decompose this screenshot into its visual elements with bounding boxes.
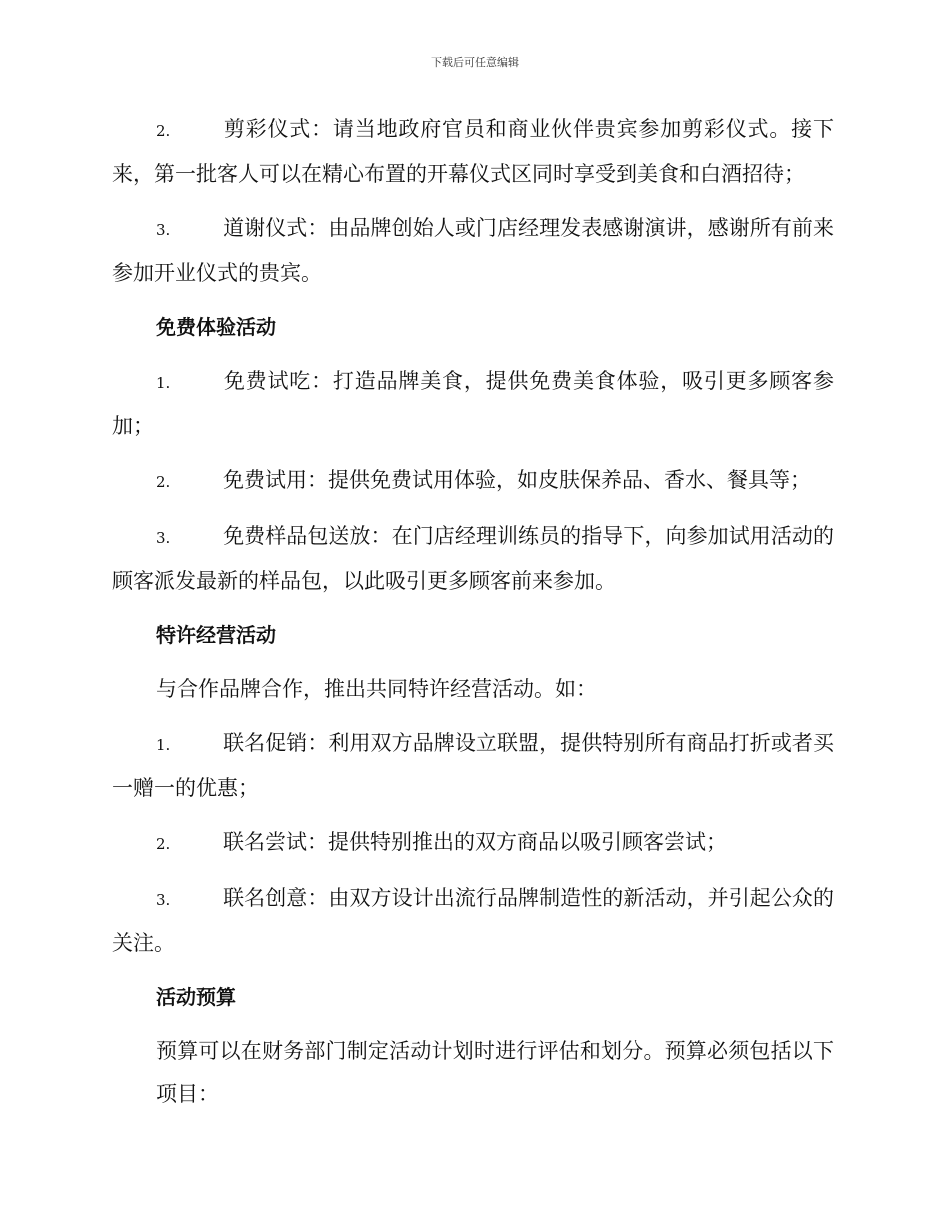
list-number: 1. [156, 736, 171, 754]
list-item [112, 360, 834, 448]
list-item-text: 联名创意：由双方设计出流行品牌制造性的新活动，并引起公众的关注。 [112, 886, 834, 955]
list-number: 2. [156, 473, 171, 491]
list-item-text: 免费样品包送放：在门店经理训练员的指导下，向参加试用活动的顾客派发最新的样品包，以此吸引更多顾客前来参加。 [112, 524, 834, 593]
list-item [112, 108, 834, 196]
list-item-text: 道谢仪式：由品牌创始人或门店经理发表感谢演讲，感谢所有前来参加开业仪式的贵宾。 [112, 216, 834, 285]
page-header: 下载后可任意编辑 [431, 56, 519, 69]
list-number: 3. [156, 529, 171, 547]
document-body [112, 108, 834, 1127]
list-item [112, 459, 834, 504]
paragraph: 预算可以在财务部门制定活动计划时进行评估和划分。预算必须包括以下项目： [156, 1039, 834, 1106]
list-item-text: 联名促销：利用双方品牌设立联盟，提供特别所有商品打折或者买一赠一的优惠； [112, 731, 834, 800]
list-number: 3. [156, 221, 171, 239]
list-item [112, 877, 834, 965]
list-number: 2. [156, 122, 171, 140]
list-number: 2. [156, 835, 171, 853]
list-item [112, 515, 834, 603]
section-heading: 免费体验活动 [156, 315, 276, 339]
list-item-text: 联名尝试：提供特别推出的双方商品以吸引顾客尝试； [223, 830, 727, 854]
list-item-text: 免费试用：提供免费试用体验，如皮肤保养品、香水、餐具等； [223, 468, 811, 492]
list-item-text: 剪彩仪式：请当地政府官员和商业伙伴贵宾参加剪彩仪式。接下来，第一批客人可以在精心布置的开幕仪式区同时享受到美食和白酒招待； [112, 117, 834, 186]
list-number: 3. [156, 891, 171, 909]
list-item [112, 722, 834, 810]
section-heading: 活动预算 [156, 985, 236, 1009]
list-item [112, 821, 834, 866]
paragraph: 与合作品牌合作，推出共同特许经营活动。如： [156, 677, 597, 701]
section-heading: 特许经营活动 [156, 623, 276, 647]
list-item [112, 207, 834, 295]
list-item-text: 免费试吃：打造品牌美食，提供免费美食体验，吸引更多顾客参加； [112, 369, 834, 438]
list-number: 1. [156, 374, 171, 392]
